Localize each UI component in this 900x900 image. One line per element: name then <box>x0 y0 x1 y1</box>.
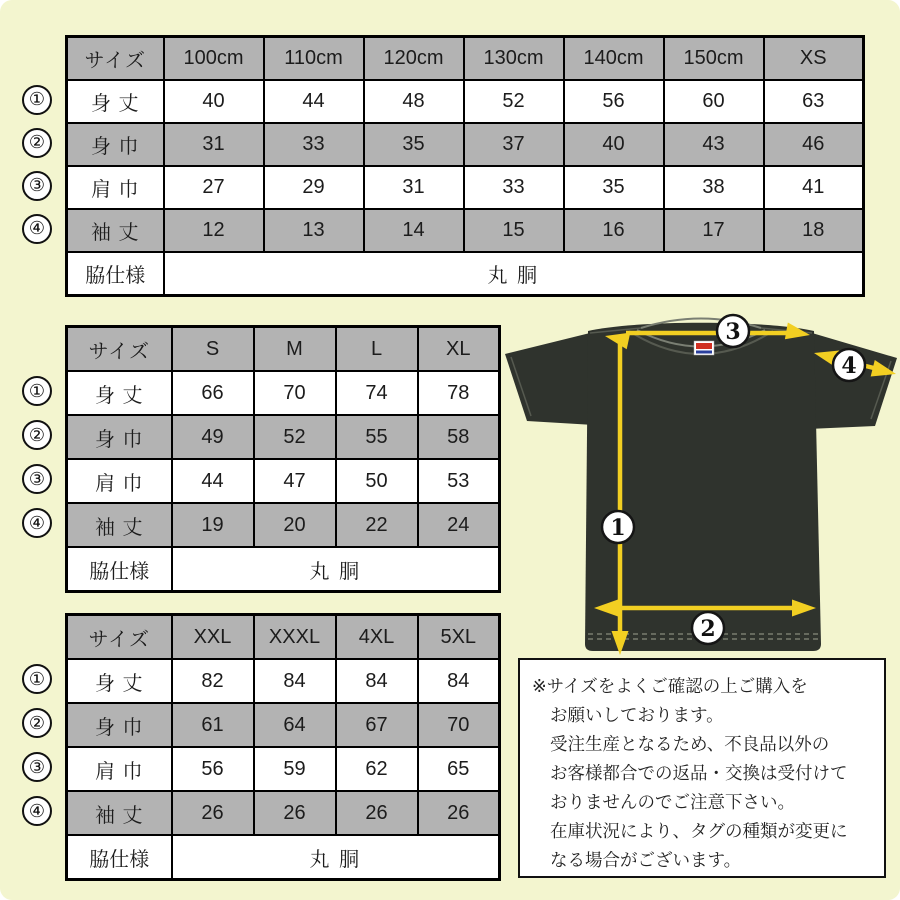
svg-text:4: 4 <box>841 353 857 379</box>
measure-value-cell: 38 <box>664 166 764 209</box>
measure-value-cell: 82 <box>172 659 254 703</box>
measure-value-cell: 44 <box>264 80 364 123</box>
measure-row-label: 袖 丈 <box>67 791 172 835</box>
measure-value-cell: 22 <box>336 503 418 547</box>
measure-value-cell: 35 <box>364 123 464 166</box>
diagram-marker-3 <box>717 315 749 347</box>
size-column-header: 150cm <box>664 37 764 81</box>
measure-value-cell: 44 <box>172 459 254 503</box>
measure-value-cell: 35 <box>564 166 664 209</box>
measure-value-cell: 84 <box>254 659 336 703</box>
measure-value-cell: 78 <box>418 371 500 415</box>
notice-line: ※サイズをよくご確認の上ご購入を <box>532 676 808 696</box>
size-column-header: 5XL <box>418 615 500 660</box>
size-column-header: XS <box>764 37 864 81</box>
row-number-badge: ② <box>22 420 52 450</box>
measure-value-cell: 16 <box>564 209 664 252</box>
size-column-header: 120cm <box>364 37 464 81</box>
size-header-label: サイズ <box>67 37 164 81</box>
row-number-badge: ③ <box>22 171 52 201</box>
measure-value-cell: 56 <box>172 747 254 791</box>
measure-value-cell: 41 <box>764 166 864 209</box>
diagram-marker-1 <box>602 511 634 543</box>
row-number-badge: ④ <box>22 214 52 244</box>
measure-row-label: 身 丈 <box>67 659 172 703</box>
measure-value-cell: 15 <box>464 209 564 252</box>
measure-row-label: 肩 巾 <box>67 747 172 791</box>
size-header-label: サイズ <box>67 615 172 660</box>
measure-value-cell: 12 <box>164 209 264 252</box>
measure-value-cell: 18 <box>764 209 864 252</box>
measure-value-cell: 61 <box>172 703 254 747</box>
measure-value-cell: 53 <box>418 459 500 503</box>
row-number-badge: ① <box>22 376 52 406</box>
svg-text:2: 2 <box>700 616 716 642</box>
notice-line: おりませんのでご注意下さい。 <box>550 792 795 812</box>
measure-row-label: 身 巾 <box>67 703 172 747</box>
row-number-badge: ② <box>22 128 52 158</box>
measure-value-cell: 19 <box>172 503 254 547</box>
measure-value-cell: 26 <box>418 791 500 835</box>
measure-value-cell: 49 <box>172 415 254 459</box>
measure-value-cell: 40 <box>164 80 264 123</box>
diagram-marker-4 <box>833 349 865 381</box>
measure-row-label: 袖 丈 <box>67 503 172 547</box>
measure-row-label: 身 丈 <box>67 371 172 415</box>
measure-value-cell: 70 <box>418 703 500 747</box>
measure-value-cell: 47 <box>254 459 336 503</box>
measure-value-cell: 26 <box>172 791 254 835</box>
measure-value-cell: 66 <box>172 371 254 415</box>
svg-text:3: 3 <box>725 319 741 345</box>
size-column-header: S <box>172 327 254 372</box>
measure-value-cell: 40 <box>564 123 664 166</box>
measure-row-label: 袖 丈 <box>67 209 164 252</box>
measure-value-cell: 62 <box>336 747 418 791</box>
measure-value-cell: 67 <box>336 703 418 747</box>
measure-value-cell: 26 <box>336 791 418 835</box>
measure-value-cell: 17 <box>664 209 764 252</box>
measure-value-cell: 52 <box>464 80 564 123</box>
measure-value-cell: 70 <box>254 371 336 415</box>
measure-value-cell: 58 <box>418 415 500 459</box>
notice-line: お願いしております。 <box>550 705 724 725</box>
measure-value-cell: 84 <box>418 659 500 703</box>
notice-line: お客様都合での返品・交換は受付けて <box>550 763 848 783</box>
size-column-header: XXL <box>172 615 254 660</box>
measure-value-cell: 60 <box>664 80 764 123</box>
notice-line: なる場合がございます。 <box>550 850 742 870</box>
side-spec-value: 丸 胴 <box>172 547 500 592</box>
side-spec-value: 丸 胴 <box>164 252 864 296</box>
measure-value-cell: 31 <box>364 166 464 209</box>
measure-value-cell: 26 <box>254 791 336 835</box>
measure-value-cell: 48 <box>364 80 464 123</box>
measure-value-cell: 63 <box>764 80 864 123</box>
measure-row-label: 身 巾 <box>67 415 172 459</box>
measure-value-cell: 64 <box>254 703 336 747</box>
notice-line: 在庫状況により、タグの種類が変更に <box>550 821 848 841</box>
measure-value-cell: 20 <box>254 503 336 547</box>
measure-value-cell: 55 <box>336 415 418 459</box>
size-column-header: 100cm <box>164 37 264 81</box>
measure-value-cell: 46 <box>764 123 864 166</box>
side-spec-value: 丸 胴 <box>172 835 500 880</box>
svg-text:1: 1 <box>610 515 626 541</box>
measure-value-cell: 56 <box>564 80 664 123</box>
measure-value-cell: 74 <box>336 371 418 415</box>
measure-value-cell: 33 <box>264 123 364 166</box>
row-number-badge: ④ <box>22 796 52 826</box>
measure-row-label: 肩 巾 <box>67 459 172 503</box>
measure-value-cell: 50 <box>336 459 418 503</box>
size-column-header: L <box>336 327 418 372</box>
measure-row-label: 身 巾 <box>67 123 164 166</box>
side-spec-label: 脇仕様 <box>67 835 172 880</box>
notice-line: 受注生産となるため、不良品以外の <box>550 734 830 754</box>
measure-value-cell: 52 <box>254 415 336 459</box>
diagram-marker-2 <box>692 612 724 644</box>
row-number-badge: ① <box>22 664 52 694</box>
measure-row-label: 肩 巾 <box>67 166 164 209</box>
measure-value-cell: 31 <box>164 123 264 166</box>
size-header-label: サイズ <box>67 327 172 372</box>
size-column-header: 110cm <box>264 37 364 81</box>
size-column-header: M <box>254 327 336 372</box>
measure-value-cell: 43 <box>664 123 764 166</box>
measure-value-cell: 84 <box>336 659 418 703</box>
size-column-header: 130cm <box>464 37 564 81</box>
row-number-badge: ② <box>22 708 52 738</box>
measure-row-label: 身 丈 <box>67 80 164 123</box>
size-column-header: 140cm <box>564 37 664 81</box>
purchase-notice-box <box>518 658 886 878</box>
row-number-badge: ③ <box>22 752 52 782</box>
measure-value-cell: 14 <box>364 209 464 252</box>
side-spec-label: 脇仕様 <box>67 547 172 592</box>
measure-value-cell: 33 <box>464 166 564 209</box>
measure-value-cell: 59 <box>254 747 336 791</box>
size-column-header: 4XL <box>336 615 418 660</box>
measure-value-cell: 13 <box>264 209 364 252</box>
row-number-badge: ① <box>22 85 52 115</box>
size-column-header: XXXL <box>254 615 336 660</box>
row-number-badge: ④ <box>22 508 52 538</box>
collar-brand-tag <box>694 341 714 355</box>
size-column-header: XL <box>418 327 500 372</box>
row-number-badge: ③ <box>22 464 52 494</box>
measure-value-cell: 37 <box>464 123 564 166</box>
measure-value-cell: 29 <box>264 166 364 209</box>
side-spec-label: 脇仕様 <box>67 252 164 296</box>
measure-value-cell: 24 <box>418 503 500 547</box>
measure-value-cell: 65 <box>418 747 500 791</box>
measure-value-cell: 27 <box>164 166 264 209</box>
